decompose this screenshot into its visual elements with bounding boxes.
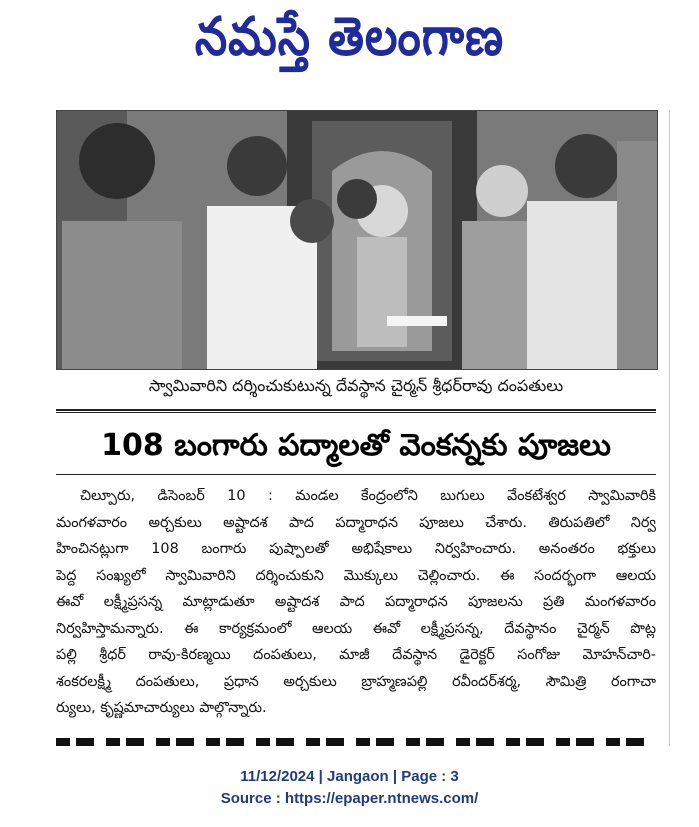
article-line: శంకరలక్ష్మీ దంపతులు, ప్రధాన అర్చకులు బ్రాహ్మణపల్లి రవీందర్‌శర్మ, సౌమిత్రి రంగాచా [56, 673, 656, 690]
cropped-next-headline [56, 738, 656, 746]
article-photo [56, 110, 658, 370]
column-border [669, 110, 670, 746]
temple-photo-illustration [57, 111, 657, 369]
masthead-title: నమస్తే తెలంగాణ [194, 5, 505, 68]
source-link[interactable]: Source : https://epaper.ntnews.com/ [220, 790, 479, 807]
article-headline: 108 బంగారు పద్మాలతో వెంకన్నకు పూజలు [101, 428, 611, 463]
divider [56, 409, 656, 411]
newspaper-masthead [0, 4, 699, 76]
article-line: ర్యులు, కృష్ణమాచార్యులు పాల్గొన్నారు. [56, 700, 267, 716]
edition-info: 11/12/2024 | Jangaon | Page : 3 [240, 768, 459, 785]
divider [56, 412, 656, 413]
article-line: పెద్ద సంఖ్యలో స్వామివారిని దర్శించుకుని మొక్కులు చెల్లించారు. ఈ సందర్భంగా ఆలయ [56, 567, 656, 584]
article-line: నిర్వహిస్తామన్నారు. ఈ కార్యక్రమంలో ఆలయ ఈవో లక్ష్మీప్రసన్న, దేవస్థానం చైర్మన్ పొట్ల [56, 620, 656, 637]
article-body [56, 483, 656, 722]
clip-footer [0, 766, 699, 810]
article-line: ఈవో లక్ష్మీప్రసన్న మాట్లాడుతూ అష్టాదశ పాద పద్మారాధన పూజలను ప్రతి మంగళవారం [56, 594, 656, 610]
article-line: పల్లి శ్రీధర్ రావు-కిరణ్మయి దంపతులు, మాజీ దేవస్థాన డైరెక్టర్ సంగోజు మోహన్‌చారి- [56, 647, 656, 663]
article-line: చిల్పూరు, డిసెంబర్ 10 : మండల కేంద్రంలోని బుగులు వేంకటేశ్వర స్వామివారికి [80, 488, 656, 504]
divider [56, 474, 656, 475]
photo-caption: స్వామివారిని దర్శించుకుటున్న దేవస్థాన చైర్మన్ శ్రీధర్‌రావు దంపతులు [148, 376, 564, 395]
article-line: మంగళవారం అర్చకులు అష్టాదశ పాద పద్మారాధన పూజలు చేశారు. తిరుపతిలో నిర్వ [56, 514, 656, 531]
article-line: హించినట్లుగా 108 బంగారు పుష్పాలతో అభిషేకాలు నిర్వహించారు. అనంతరం భక్తులు [56, 541, 656, 557]
